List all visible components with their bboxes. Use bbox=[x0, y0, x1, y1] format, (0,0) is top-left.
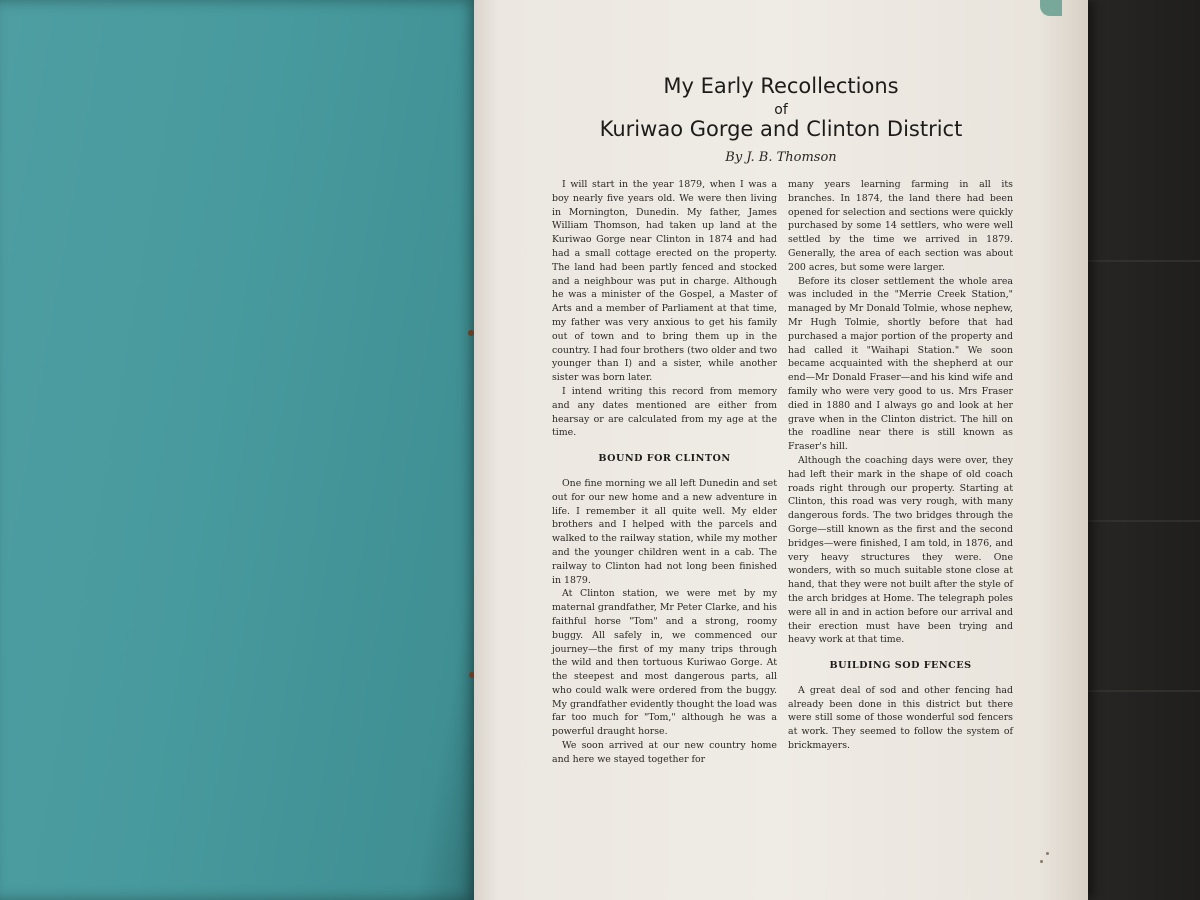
table-grain bbox=[1070, 260, 1200, 262]
paragraph: We soon arrived at our new country home and here we stayed together for bbox=[552, 740, 777, 765]
table-grain bbox=[1070, 690, 1200, 692]
paragraph: I intend writing this record from memory and any dates mentioned are either from hearsay or are calculated from my age at the time. bbox=[552, 385, 777, 439]
article-title-line1: My Early Recollections bbox=[663, 74, 899, 98]
table-grain bbox=[1070, 520, 1200, 522]
paragraph: A great deal of sod and other fencing had already been done in this district but there were still some of those wonderful sod fencers at work. They seemed to follow the system of brickmayers. bbox=[788, 684, 1013, 752]
page-corner bbox=[1040, 0, 1062, 16]
section-heading: BOUND FOR CLINTON bbox=[598, 453, 731, 465]
paragraph: One fine morning we all left Dunedin and set out for our new home and a new adventure in life. I remember it all quite well. My elder brothers and I helped with the parcels and walked to the railway station, while my mother and the younger children went in a cab. The railway to Clinton had not long been finished in 1879. bbox=[552, 477, 777, 586]
paper-spot bbox=[1046, 852, 1049, 855]
paragraph: At Clinton station, we were met by my maternal grandfather, Mr Peter Clarke, and his faithful horse "Tom" and a strong, roomy buggy. All safely in, we commenced our journey—the first of my many trips through the wild and then tortuous Kuriwao Gorge. At the steepest and most dangerous parts, all who could walk were ordered from the buggy. My grandfather evidently thought the load was far too much for "Tom," although he was a powerful draught horse. bbox=[552, 588, 777, 738]
paragraph: many years learning farming in all its branches. In 1874, the land there had been opened for selection and sections were quickly purchased by some 14 settlers, who were well settled by the time we arrived in 1879. Generally, the area of each section was about 200 acres, but some were larger. bbox=[788, 179, 1013, 273]
paragraph: Although the coaching days were over, they had left their mark in the shape of old coach roads right through our property. Starting at Clinton, this road was very rough, with many dangerous fords. The two bridges through the Gorge—still known as the first and the second bridges—were finished, I am told, in 1876, and very heavy structures they were. One wonders, with so much suitable stone close at hand, that they were not built after the style of the arch bridges at Home. The telegraph poles were all in and in action before our arrival and their erection must have been trying and heavy work at that time. bbox=[788, 454, 1013, 646]
paragraph: I will start in the year 1879, when I was a boy nearly five years old. We were then living in Mornington, Dunedin. My father, James William Thomson, had taken up land at the Kuriwao Gorge near Clinton in 1874 and had had a small cottage erected on the property. The land had been partly fenced and stocked and a neighbour was put in charge. Although he was a minister of the Gospel, a Master of Arts and a member of Parliament at that time, my father was very anxious to get his family out of town and to bring them up in the country. I had four brothers (two older and two younger than I) and a sister, while another sister was born later. bbox=[552, 179, 777, 384]
article-title-of: of bbox=[774, 102, 788, 118]
article-title-line2: Kuriwao Gorge and Clinton District bbox=[599, 117, 963, 141]
article-byline: By J. B. Thomson bbox=[725, 150, 837, 165]
text-column-left bbox=[552, 178, 777, 767]
paper-spot bbox=[1040, 860, 1043, 863]
section-heading: BUILDING SOD FENCES bbox=[829, 660, 972, 672]
paragraph: Before its closer settlement the whole area was included in the "Merrie Creek Station," managed by Mr Donald Tolmie, whose nephew, Mr Hugh Tolmie, shortly before that had purchased a major portion of the property and had called it "Waihapi Station." We soon became acquainted with the shepherd at our end—Mr Donald Fraser—and his kind wife and family who were very good to us. Mrs Fraser died in 1880 and I always go and look at her grave when in the Clinton district. The hill on the roadline near there is still known as Fraser's hill. bbox=[788, 275, 1013, 453]
text-column-right bbox=[788, 178, 1013, 753]
booklet-cover bbox=[0, 0, 478, 900]
